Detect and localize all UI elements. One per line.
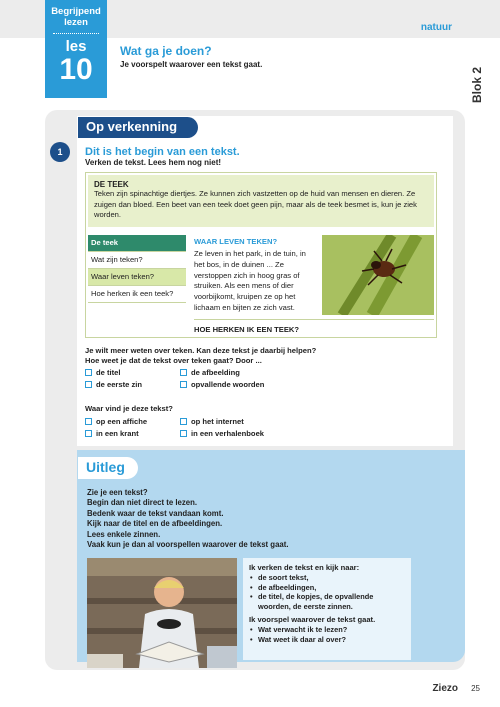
reading-child-photo	[87, 558, 237, 668]
teek-paragraph: Teken zijn spinachtige diertjes. Ze kunnen zich vastzetten op de huid van mensen en dieren. Ze zuigen dan bloed. Een beet van een teek doet geen pijn, maar als de teek besmet is, kun je ziek worden.	[94, 189, 417, 219]
lesson-subject-1: Begrijpend	[51, 6, 101, 17]
exercise-title: Dit is het begin van een tekst.	[85, 146, 240, 158]
toc-item[interactable]: Hoe herken ik een teek?	[88, 286, 186, 303]
checkbox-icon[interactable]	[85, 381, 92, 388]
publisher-logo: Ziezo	[432, 683, 458, 694]
strategy-heading-1: Ik verken de tekst en kijk naar:	[249, 563, 360, 572]
lesson-number: 10	[59, 53, 93, 86]
checkbox-icon[interactable]	[180, 430, 187, 437]
option-checkbox[interactable]: opvallende woorden	[180, 380, 264, 389]
option-checkbox[interactable]: de eerste zin	[85, 380, 142, 389]
lesson-box	[45, 0, 107, 98]
checkbox-icon[interactable]	[85, 430, 92, 437]
list-item: • de soort tekst,	[249, 573, 405, 583]
sample-text-box	[85, 172, 437, 338]
strategy-list-1	[249, 573, 405, 611]
dotted-divider	[53, 33, 99, 34]
strategy-box	[243, 558, 411, 660]
checkbox-icon[interactable]	[85, 369, 92, 376]
checkbox-icon[interactable]	[180, 369, 187, 376]
section-title-verkenning: Op verkenning	[78, 117, 198, 138]
uitleg-line: Begin dan niet direct te lezen.	[87, 498, 198, 508]
teek-heading: DE TEEK	[94, 180, 129, 189]
question-1-line-1: Je wilt meer weten over teken. Kan deze tekst je daarbij helpen?	[85, 346, 317, 355]
option-checkbox[interactable]: in een krant	[85, 429, 139, 438]
lesson-label: les	[65, 38, 87, 55]
toc-item[interactable]: Waar leven teken?	[88, 269, 186, 286]
section-title-uitleg: Uitleg	[78, 457, 138, 479]
hoe-heading: HOE HERKEN IK EEN TEEK?	[194, 325, 300, 334]
toc-item[interactable]: De teek	[88, 235, 186, 252]
lesson-subject-2: lezen	[64, 17, 88, 28]
option-checkbox[interactable]: in een verhalenboek	[180, 429, 264, 438]
uitleg-line: Vaak kun je dan al voorspellen waarover de tekst gaat.	[87, 540, 289, 550]
question-1-line-2: Hoe weet je dat de tekst over teken gaat? Door ...	[85, 356, 262, 365]
uitleg-line: Zie je een tekst?	[87, 488, 148, 497]
exercise-number-badge: 1	[50, 142, 70, 162]
divider	[194, 319, 434, 320]
uitleg-line: Lees enkele zinnen.	[87, 529, 161, 539]
strategy-list-2	[249, 625, 405, 644]
checkbox-icon[interactable]	[180, 418, 187, 425]
waar-paragraph: Ze leven in het park, in de tuin, in het bos, in de duinen ... Ze verstoppen zich in hoog gras of struiken. Als een mens of dier voorbijkomt, kruipen ze op het lichaam en bijten ze zich vast.	[194, 249, 306, 312]
option-checkbox[interactable]: op het internet	[180, 417, 244, 426]
list-item: • Wat verwacht ik te lezen?	[249, 625, 405, 635]
page-number: 25	[471, 684, 480, 693]
list-item: • de titel, de kopjes, de opvallende woorden, de eerste zinnen.	[249, 592, 405, 611]
toc-item[interactable]: Wat zijn teken?	[88, 252, 186, 269]
blok-label: Blok 2	[470, 67, 484, 104]
tick-photo	[322, 235, 434, 315]
theme-label: natuur	[420, 22, 452, 33]
goal-subtitle: Je voorspelt waarover een tekst gaat.	[120, 60, 263, 69]
list-item: • de afbeeldingen,	[249, 583, 405, 593]
strategy-heading-2: Ik voorspel waarover de tekst gaat.	[249, 615, 376, 625]
goal-title: Wat ga je doen?	[120, 44, 212, 58]
option-checkbox[interactable]: de titel	[85, 368, 120, 377]
checkbox-icon[interactable]	[85, 418, 92, 425]
uitleg-line: Bedenk waar de tekst vandaan komt.	[87, 508, 224, 518]
question-2: Waar vind je deze tekst?	[85, 404, 173, 413]
list-item: • Wat weet ik daar al over?	[249, 635, 405, 645]
exercise-instruction: Verken de tekst. Lees hem nog niet!	[85, 158, 222, 167]
table-of-contents	[88, 235, 186, 303]
uitleg-line: Kijk naar de titel en de afbeeldingen.	[87, 519, 223, 529]
option-checkbox[interactable]: de afbeelding	[180, 368, 240, 377]
exercise-card	[45, 110, 465, 670]
teek-intro	[88, 175, 434, 227]
waar-heading: WAAR LEVEN TEKEN?	[194, 237, 278, 246]
uitleg-text	[87, 488, 289, 550]
checkbox-icon[interactable]	[180, 381, 187, 388]
option-checkbox[interactable]: op een affiche	[85, 417, 147, 426]
